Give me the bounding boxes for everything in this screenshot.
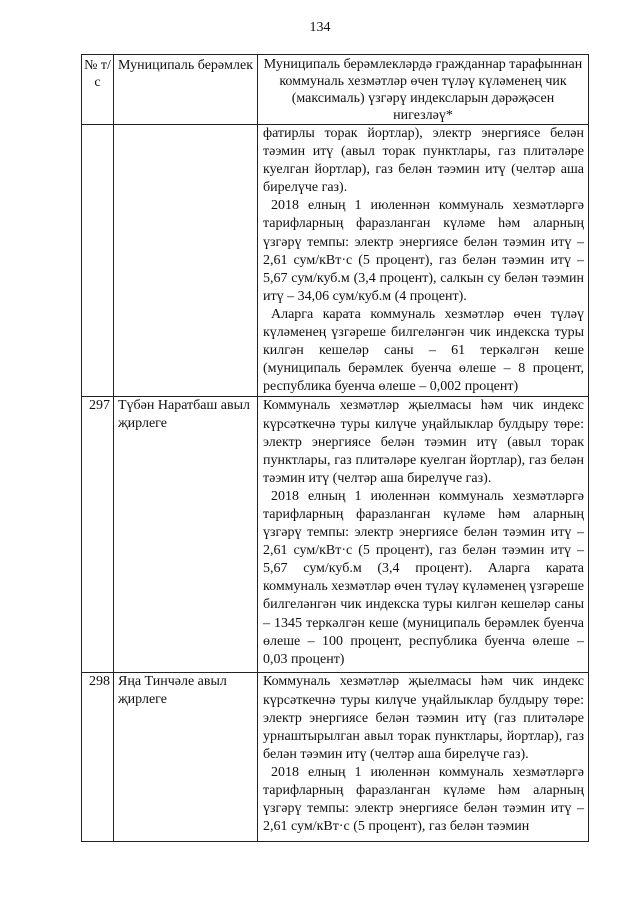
- row-municipality: Түбән Наратбаш авыл җирлеге: [114, 397, 258, 673]
- row-description: [258, 397, 589, 673]
- header-description: Муниципаль берәмлекләрдә гражданнар тарафыннан коммуналь хезмәтләр өчен түләү күләменең чик (максималь) үзгәрү индексларын дәрәҗәсен нигезләү*: [258, 55, 589, 125]
- description-paragraph: Аларга карата коммуналь хезмәтләр өчен түләү күләменең үзгәреше билгеләнгән чик индекска туры килгән кешеләр саны – 61 теркәлгән кеше (муниципаль берәмлек буенча өлеше – 8 процент, республика буенча өлеше – 0,002 процент): [263, 306, 584, 395]
- table-row: [82, 397, 589, 673]
- description-paragraph: 2018 елның 1 июленнән коммуналь хезмәтләргә тарифларның фаразланган күләме һәм аларның үзгәрү темпы: электр энергиясе белән тәэмин итү – 2,61 сум/кВт·с (5 процент), газ белән тәэмин итү – 5,67 сум/куб.м (3,4 процент). Аларга карата коммуналь хезмәтләр өчен түләү күләменең үзгәреше билгеләнгән чик индекска туры килгән кешеләр саны – 1345 теркәлгән кеше (муниципаль берәмлек буенча өлеше – 100 процент, республика буенча өлеше – 0,03 процент): [263, 488, 584, 667]
- description-paragraph: 2018 елның 1 июленнән коммуналь хезмәтләргә тарифларның фаразланган күләме һәм аларның үзгәрү темпы: электр энергиясе белән тәэмин итү – 2,61 сум/кВт·с (5 процент), газ белән тәэмин итү – 5,67 сум/куб.м (3,4 процент), салкын су белән тәэмин итү – 34,06 сум/куб.м (4 процент).: [263, 198, 584, 304]
- table-row: [82, 125, 589, 397]
- tariff-table: [81, 54, 589, 842]
- row-number: [82, 125, 114, 397]
- row-number: 297: [82, 397, 114, 673]
- header-municipality: Муниципаль берәмлек: [114, 55, 258, 125]
- table-row: [82, 673, 589, 842]
- row-description: [258, 673, 589, 842]
- header-number: № т/с: [82, 55, 114, 125]
- table-header-row: [82, 55, 589, 125]
- description-paragraph: 2018 елның 1 июленнән коммуналь хезмәтләргә тарифларның фаразланган күләме һәм аларның үзгәрү темпы: электр энергиясе белән тәэмин итү – 2,61 сум/кВт·с (5 процент), газ белән тәэмин: [263, 764, 584, 835]
- row-description: [258, 125, 589, 397]
- row-number: 298: [82, 673, 114, 842]
- row-municipality: Яңа Тинчәле авыл җирлеге: [114, 673, 258, 842]
- description-paragraph: Коммуналь хезмәтләр җыелмасы һәм чик индекс күрсәткечнә туры килүче уңайлыклар булдыру төре: электр энергиясе белән тәэмин итү (авыл торак пунктлары, газ плитәләре куелган йортлар), газ белән тәэмин итү (челтәр аша бирелүче газ).: [263, 398, 584, 486]
- description-paragraph: Коммуналь хезмәтләр җыелмасы һәм чик индекс күрсәткечнә туры килүче уңайлыклар булдыру төре: электр энергиясе белән тәэмин итү (газ плитәләре урнаштырылган авыл торак пунктлары, йортлар), газ белән тәэмин итү (челтәр аша бирелүче газ).: [263, 674, 584, 762]
- page-number: 134: [309, 20, 331, 35]
- row-municipality: [114, 125, 258, 397]
- description-paragraph: фатирлы торак йортлар), электр энергиясе белән тәэмин итү (авыл торак пунктлары, газ плитәләре куелган йортлар), газ белән тәэмин итү (челтәр аша бирелүче газ).: [263, 126, 584, 196]
